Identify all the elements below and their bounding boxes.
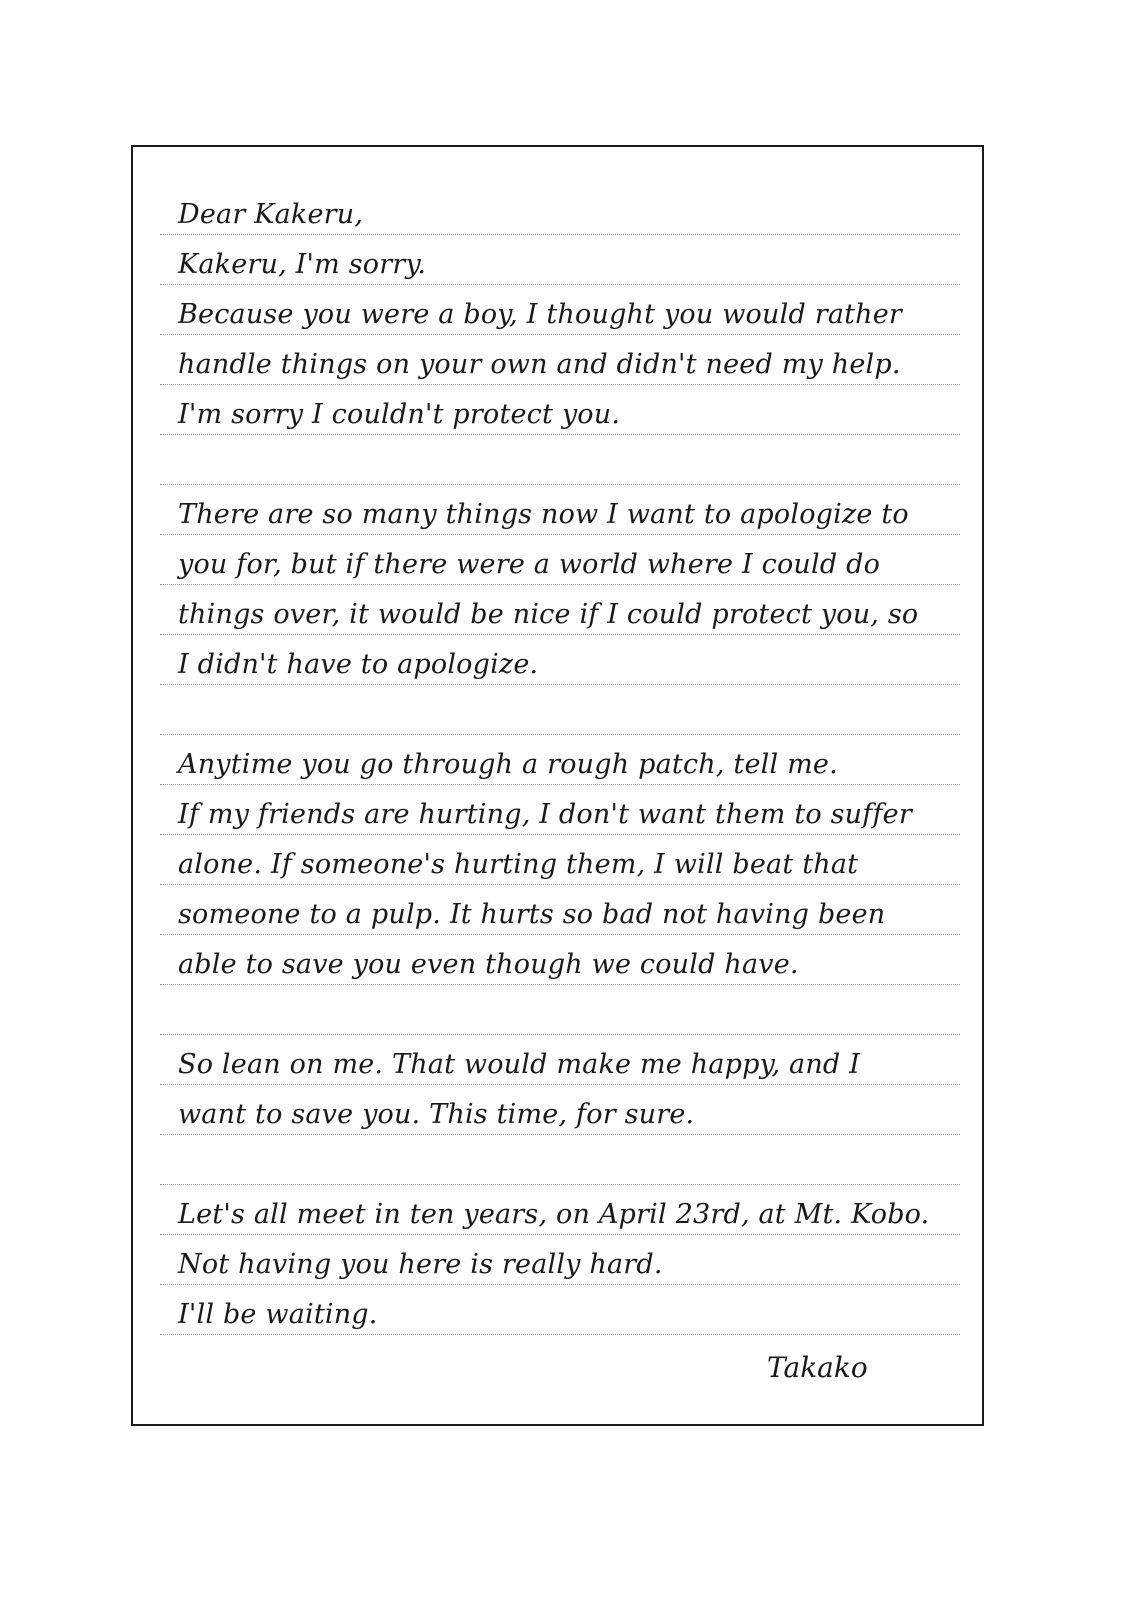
letter-line: If my friends are hurting, I don't want them to suffer — [178, 799, 912, 830]
letter-line: Kakeru, I'm sorry. — [178, 249, 427, 280]
letter-line: someone to a pulp. It hurts so bad not having been — [178, 899, 886, 930]
letter-line: Because you were a boy, I thought you would rather — [178, 299, 903, 330]
ruled-line — [160, 1185, 960, 1235]
ruled-line — [160, 885, 960, 935]
letter-line: you for, but if there were a world where I could do — [178, 549, 881, 580]
letter-line: Let's all meet in ten years, on April 23rd, at Mt. Kobo. — [178, 1199, 930, 1230]
ruled-lines — [160, 185, 960, 1335]
letter-line: Not having you here is really hard. — [178, 1249, 663, 1280]
ruled-line — [160, 1035, 960, 1085]
ruled-line — [160, 435, 960, 485]
letter-line: Dear Kakeru, — [178, 199, 364, 230]
ruled-line — [160, 785, 960, 835]
letter-paper — [131, 145, 984, 1426]
ruled-line — [160, 935, 960, 985]
ruled-line — [160, 185, 960, 235]
letter-line: handle things on your own and didn't need my help. — [178, 349, 901, 380]
letter-line: things over, it would be nice if I could protect you, so — [178, 599, 919, 630]
ruled-line — [160, 235, 960, 285]
letter-line: I didn't have to apologize. — [178, 649, 539, 680]
letter-line: There are so many things now I want to apologize to — [178, 499, 909, 530]
ruled-line — [160, 1135, 960, 1185]
ruled-line — [160, 835, 960, 885]
ruled-line — [160, 335, 960, 385]
ruled-line — [160, 385, 960, 435]
ruled-line — [160, 285, 960, 335]
ruled-line — [160, 985, 960, 1035]
ruled-line — [160, 685, 960, 735]
signature: Takako — [767, 1351, 868, 1384]
ruled-line — [160, 1285, 960, 1335]
ruled-line — [160, 535, 960, 585]
ruled-line — [160, 635, 960, 685]
letter-line: alone. If someone's hurting them, I will beat that — [178, 849, 859, 880]
ruled-line — [160, 735, 960, 785]
ruled-line — [160, 485, 960, 535]
ruled-line — [160, 585, 960, 635]
ruled-line — [160, 1235, 960, 1285]
letter-line: So lean on me. That would make me happy, and I — [178, 1049, 861, 1080]
letter-line: Anytime you go through a rough patch, tell me. — [178, 749, 838, 780]
letter-line: able to save you even though we could have. — [178, 949, 799, 980]
letter-line: want to save you. This time, for sure. — [178, 1099, 695, 1130]
letter-line: I'll be waiting. — [178, 1299, 378, 1330]
ruled-line — [160, 1085, 960, 1135]
letter-line: I'm sorry I couldn't protect you. — [178, 399, 621, 430]
